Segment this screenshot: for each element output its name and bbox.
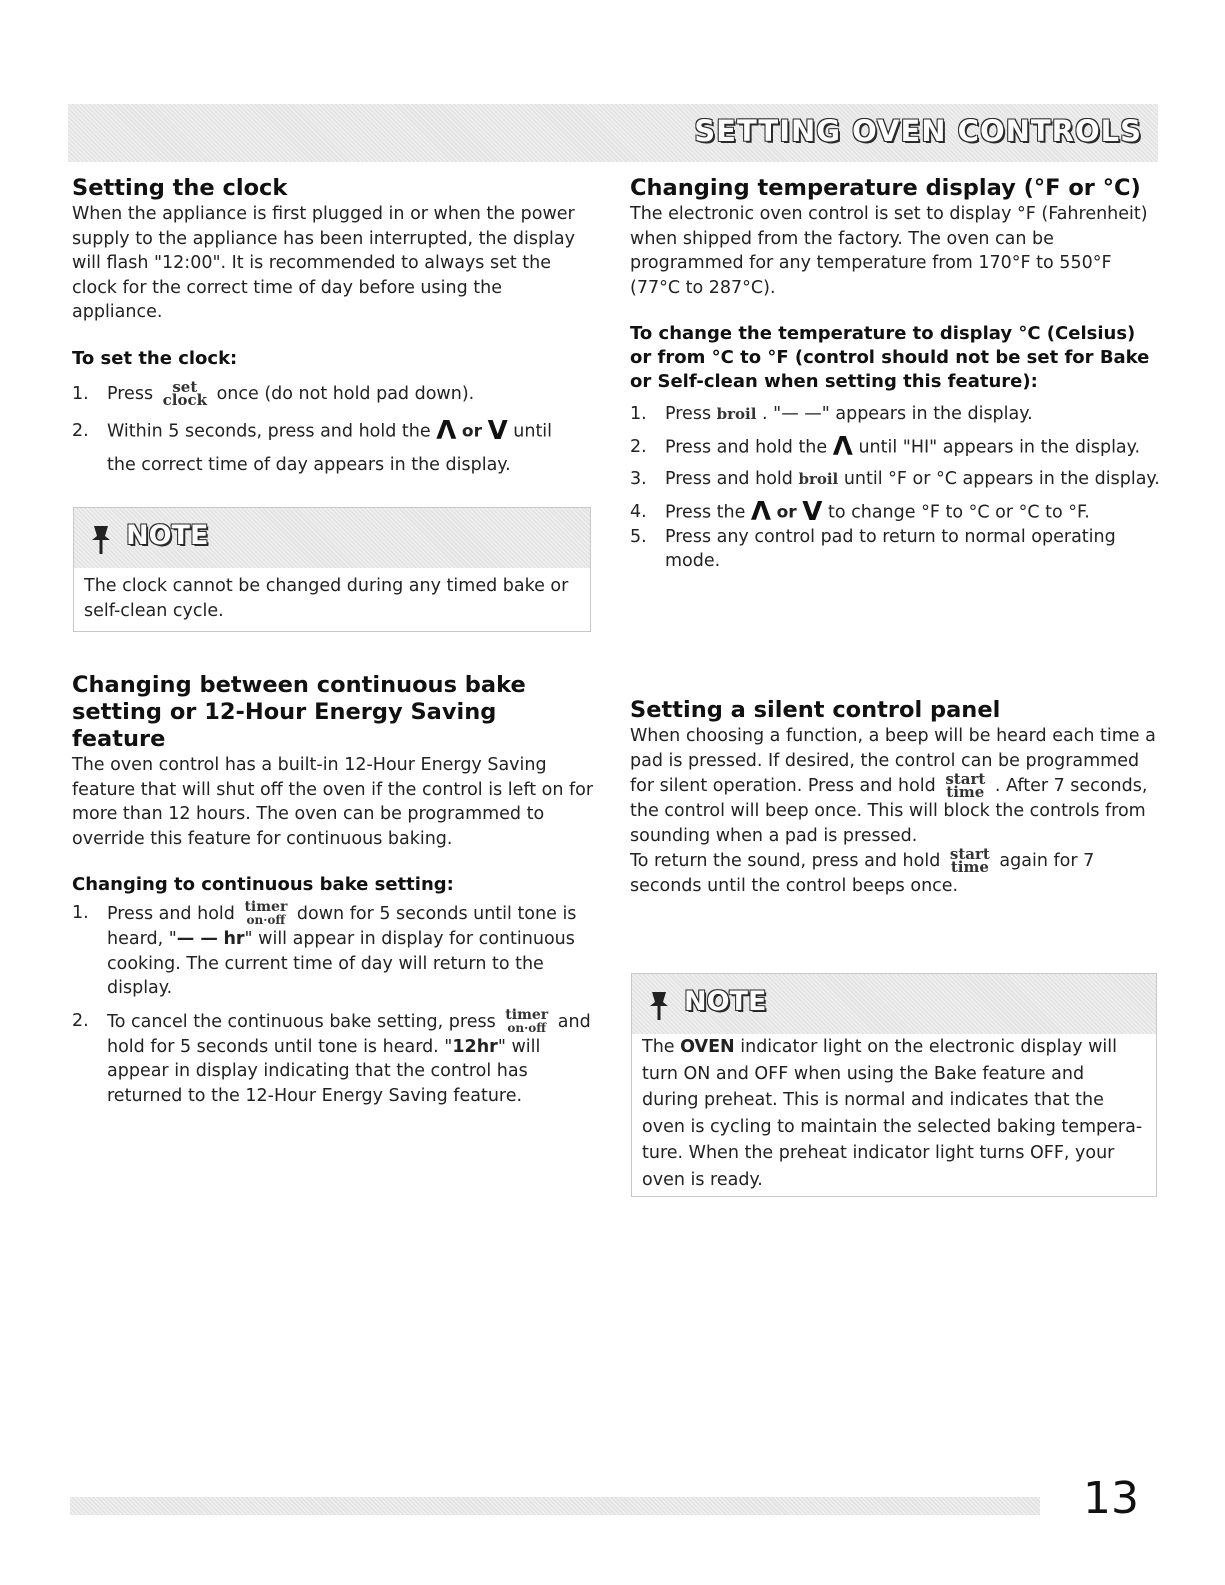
continuous-intro: The oven control has a built-in 12-Hour Energy Saving feature that will shut off the oven if the control is left on for more than 12 hours. The oven can be programmed to override this feature for continuous baking. [72,755,594,849]
section-title: SETTING OVEN CONTROLS [694,114,1142,148]
temperature-steps [630,402,1160,574]
up-arrow-icon: Λ [750,496,772,527]
temperature-step-1: 1. Press broil . "— —" appears in the display. [630,404,1033,424]
up-arrow-icon: Λ [832,431,853,462]
note-title: NOTE [126,520,209,551]
silent-heading: Setting a silent control panel [630,697,1001,723]
up-arrow-icon: Λ [436,415,457,446]
continuous-section [72,672,597,1108]
timer-on-off-pad: timer on·off [244,899,288,927]
continuous-steps [72,901,597,1108]
down-arrow-icon: V [802,496,823,527]
start-time-pad: start time [949,845,990,876]
temperature-section [630,175,1160,574]
broil-pad: broil [716,405,757,423]
clock-step-2: 2. Within 5 seconds, press and hold the Λ or V until the correct time of day appears in the display. [72,415,553,476]
clock-heading: Setting the clock [72,175,288,201]
temperature-heading: Changing temperature display (°F or °C) [630,175,1141,201]
page-number: 13 [1083,1473,1139,1524]
start-time-pad: start time [945,770,986,801]
silent-text-2: To return the sound, press and hold start time again for 7 seconds until the control beeps once. [630,845,1095,896]
temperature-step-2: 2. Press and hold the Λ until "HI" appears in the display. [630,431,1141,462]
temperature-step-3: 3. Press and hold broil until °F or °C appears in the display. [630,469,1160,490]
footer-bar [70,1497,1040,1515]
continuous-subheading: Changing to continuous bake setting: [72,874,454,895]
clock-steps [72,379,597,478]
silent-section [630,697,1160,899]
temperature-step-4: 4. Press the Λ or V to change °F to °C or °C to °F. [630,496,1090,527]
set-clock-pad: set clock [162,377,208,409]
timer-on-off-pad: timer on·off [505,1006,549,1035]
continuous-heading: Changing between continuous bake setting or 12-Hour Energy Saving feature [72,672,526,752]
pushpin-icon [88,522,118,556]
clock-subheading: To set the clock: [72,347,238,369]
note-header [632,974,1156,1034]
note-title: NOTE [684,986,767,1017]
clock-note-box [73,507,591,632]
clock-section [72,175,597,478]
clock-step-1: 1. Press set clock once (do not hold pad down). [72,377,475,409]
oven-note-box [631,973,1157,1197]
continuous-step-2: 2. To cancel the continuous bake setting, press timer on·off and hold for 5 seconds until tone is heard. "12hr" will appear in display indicating that the control has returned to the 12-Hour Energy Saving feature. [72,1006,591,1106]
clock-note-text: The clock cannot be changed during any timed bake or self-clean cycle. [84,576,569,621]
section-banner [68,104,1158,162]
temperature-step-5: 5. Press any control pad to return to normal operating mode. [630,526,1116,571]
temperature-intro: The electronic oven control is set to display °F (Fahrenheit) when shipped from the factory. The oven can be programmed for any temperature from 170°F to 550°F (77°C to 287°C). [630,204,1148,298]
silent-text-1: When choosing a function, a beep will be heard each time a pad is pressed. If desired, the control can be programmed for silent operation. Press and hold start time . After 7 seconds, the control will beep once. This will block the controls from sounding when a pad is pressed. [630,726,1156,846]
clock-intro: When the appliance is first plugged in or when the power supply to the appliance has been interrupted, the display will flash "12:00". It is recommended to always set the clock for the correct time of day before using the appliance. [72,204,575,322]
pushpin-icon [646,988,676,1022]
broil-pad: broil [798,470,839,489]
continuous-step-1: 1. Press and hold timer on·off down for 5 seconds until tone is heard, "— — hr" will appear in display for continuous cooking. The current time of day will return to the display. [72,899,577,998]
temperature-subheading: To change the temperature to display °C (Celsius) or from °C to °F (control should not be set for Bake or Self-clean when setting this feature): [630,323,1150,392]
note-header [74,508,590,568]
oven-note-text: The OVEN indicator light on the electronic display will turn ON and OFF when using the Bake feature and during preheat. This is normal and indicates that the oven is cycling to maintain the selected baking tempera-ture. When the preheat indicator light turns OFF, your oven is ready. [642,1037,1143,1190]
down-arrow-icon: V [487,415,508,446]
